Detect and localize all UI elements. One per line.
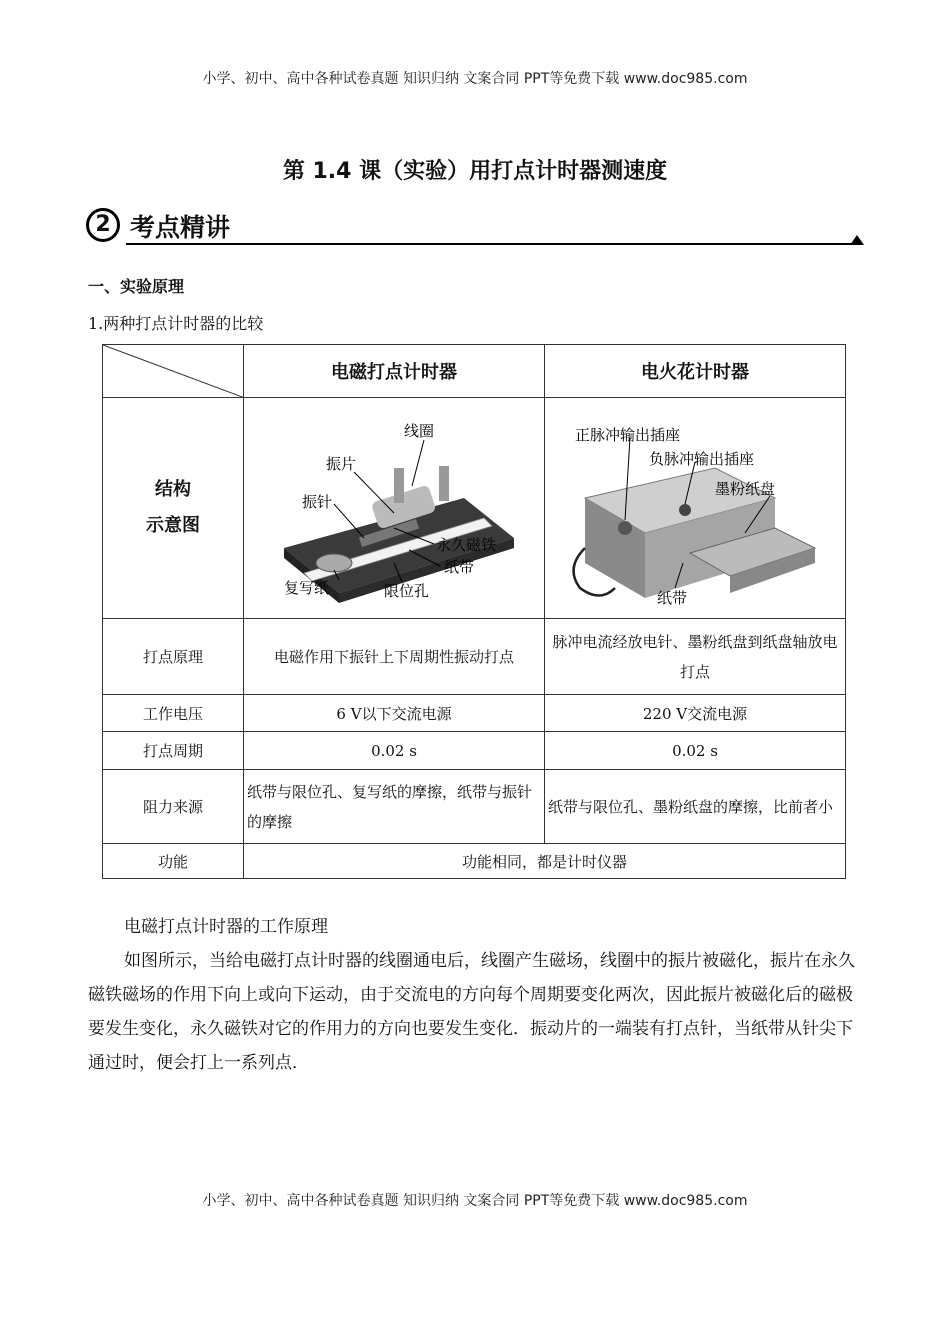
spark-cell: 纸带与限位孔、墨粉纸盘的摩擦，比前者小 bbox=[545, 770, 846, 844]
page-footer: 小学、初中、高中各种试卷真题 知识归纳 文案合同 PPT等免费下载 www.doc985.com bbox=[202, 1193, 748, 1209]
label-limit-hole: 限位孔 bbox=[384, 582, 430, 600]
row-label-structure bbox=[103, 398, 244, 619]
label-tape: 纸带 bbox=[444, 558, 475, 576]
table-row bbox=[103, 695, 846, 732]
spark-timer-diagram-cell bbox=[545, 398, 846, 619]
spark-cell: 220 V交流电源 bbox=[545, 695, 846, 732]
paragraph-title: 电磁打点计时器的工作原理 bbox=[124, 917, 328, 937]
row-label: 阻力来源 bbox=[103, 770, 244, 844]
merged-cell: 功能相同，都是计时仪器 bbox=[244, 844, 846, 879]
spark-cell: 0.02 s bbox=[545, 732, 846, 770]
label-magnet: 永久磁铁 bbox=[436, 536, 497, 554]
diagonal-line bbox=[103, 345, 245, 398]
row-label: 工作电压 bbox=[103, 695, 244, 732]
page-title: 第 1.4 课（实验）用打点计时器测速度 bbox=[282, 159, 668, 184]
subsection-heading: 1.两种打点计时器的比较 bbox=[88, 314, 264, 333]
em-timer-diagram-cell bbox=[244, 398, 545, 619]
em-cell: 0.02 s bbox=[244, 732, 545, 770]
label-vibrating-plate: 振片 bbox=[326, 455, 357, 473]
row-label: 打点原理 bbox=[103, 619, 244, 695]
section-banner bbox=[86, 208, 864, 248]
em-timer-diagram bbox=[244, 398, 544, 614]
label-carbon-paper: 复写纸 bbox=[284, 579, 330, 597]
section-heading: 一、实验原理 bbox=[88, 277, 185, 296]
triangle-icon bbox=[850, 235, 864, 245]
spark-timer-diagram bbox=[545, 398, 845, 614]
em-cell: 电磁作用下振针上下周期性振动打点 bbox=[244, 619, 545, 695]
column-header-spark: 电火花计时器 bbox=[545, 345, 846, 398]
em-cell: 6 V以下交流电源 bbox=[244, 695, 545, 732]
table-row bbox=[103, 732, 846, 770]
comparison-table bbox=[102, 344, 846, 879]
page-header: 小学、初中、高中各种试卷真题 知识归纳 文案合同 PPT等免费下载 www.doc985.com bbox=[202, 71, 748, 87]
section-number-badge: 2 bbox=[86, 208, 120, 242]
em-cell: 纸带与限位孔、复写纸的摩擦，纸带与振针的摩擦 bbox=[244, 770, 545, 844]
table-row bbox=[103, 844, 846, 879]
label-toner-disk: 墨粉纸盘 bbox=[715, 480, 776, 498]
column-header-em: 电磁打点计时器 bbox=[244, 345, 545, 398]
label-negative-socket: 负脉冲输出插座 bbox=[649, 450, 755, 468]
table-row-structure bbox=[103, 398, 846, 619]
paragraph-body: 如图所示，当给电磁打点计时器的线圈通电后，线圈产生磁场，线圈中的振片被磁化，振片在永久磁铁磁场的作用下向上或向下运动，由于交流电的方向每个周期要变化两次，因此振片被磁化后的磁极要发生变化，永久磁铁对它的作用力的方向也要发生变化．振动片的一端装有打点针，当纸带从针尖下通过时，便会打上一系列点． bbox=[88, 951, 855, 1073]
label-needle: 振针 bbox=[302, 493, 333, 511]
table-row bbox=[103, 619, 846, 695]
table-header-row bbox=[103, 345, 846, 398]
row-label: 功能 bbox=[103, 844, 244, 879]
label-spark-tape: 纸带 bbox=[657, 589, 688, 607]
label-positive-socket: 正脉冲输出插座 bbox=[575, 426, 681, 444]
structure-label-line2: 示意图 bbox=[146, 515, 200, 536]
table-row bbox=[103, 770, 846, 844]
structure-label-line1: 结构 bbox=[155, 479, 191, 500]
spark-cell: 脉冲电流经放电针、墨粉纸盘到纸盘轴放电打点 bbox=[545, 619, 846, 695]
label-coil: 线圈 bbox=[404, 422, 435, 440]
section-banner-title: 考点精讲 bbox=[130, 213, 231, 242]
banner-rule bbox=[126, 243, 856, 245]
row-label: 打点周期 bbox=[103, 732, 244, 770]
diagonal-corner-cell bbox=[103, 345, 244, 398]
